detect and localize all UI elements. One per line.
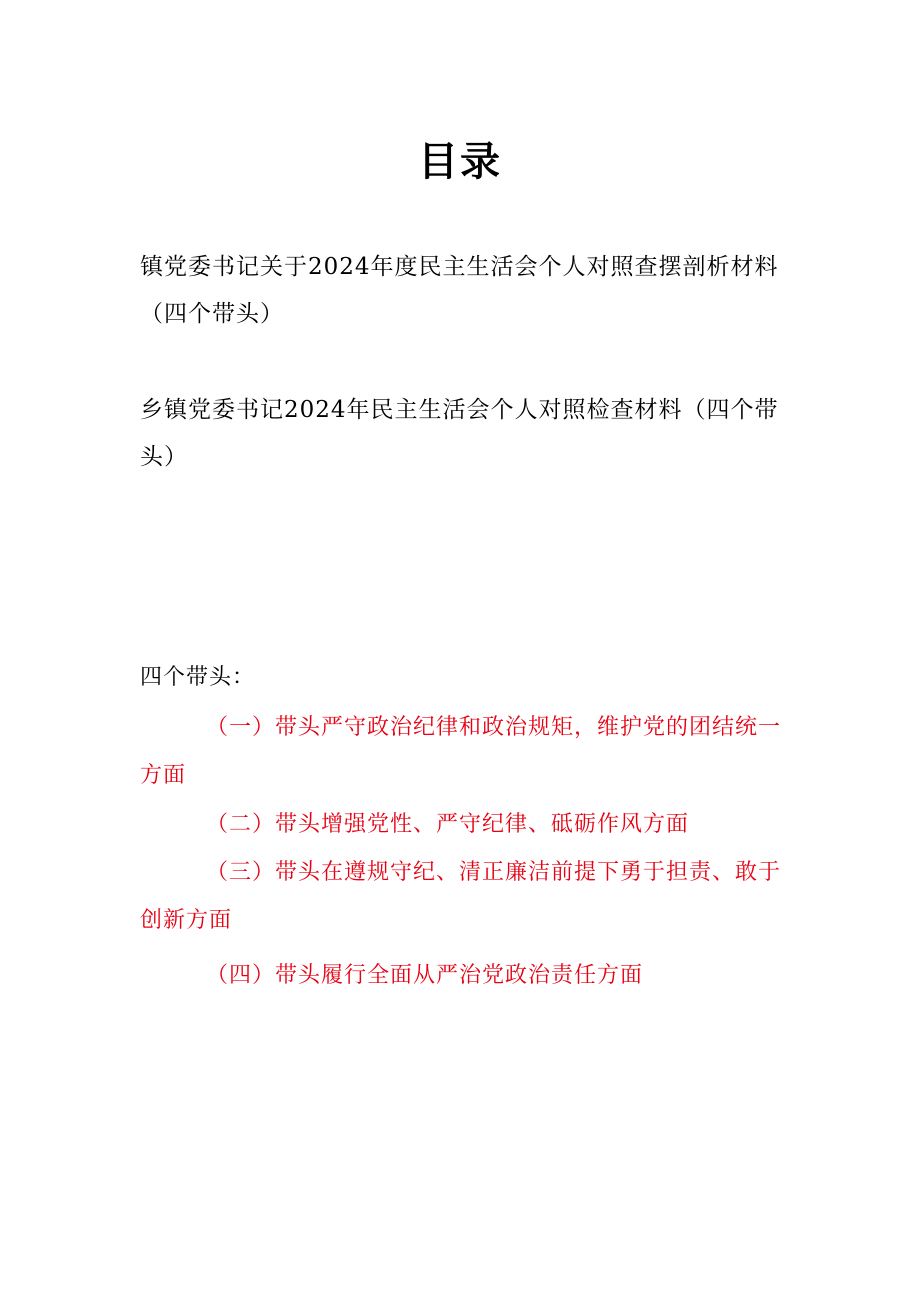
toc-entry-1[interactable]: 镇党委书记关于2024年度民主生活会个人对照查摆剖析材料（四个带头） (140, 254, 779, 327)
lead-item-1: （一）带头严守政治纪律和政治规矩，维护党的团结统一方面 (140, 715, 782, 788)
lead-item-3: （三）带头在遵规守纪、清正廉洁前提下勇于担责、敢于创新方面 (140, 860, 782, 933)
toc-entry-2[interactable]: 乡镇党委书记2024年民主生活会个人对照检查材料（四个带头） (140, 397, 779, 470)
section-heading: 四个带头： (140, 665, 256, 690)
lead-item-2: （二）带头增强党性、严守纪律、砥砺作风方面 (206, 812, 690, 837)
lead-item-4: （四）带头履行全面从严治党政治责任方面 (206, 963, 644, 988)
page-title: 目录 (418, 139, 502, 185)
